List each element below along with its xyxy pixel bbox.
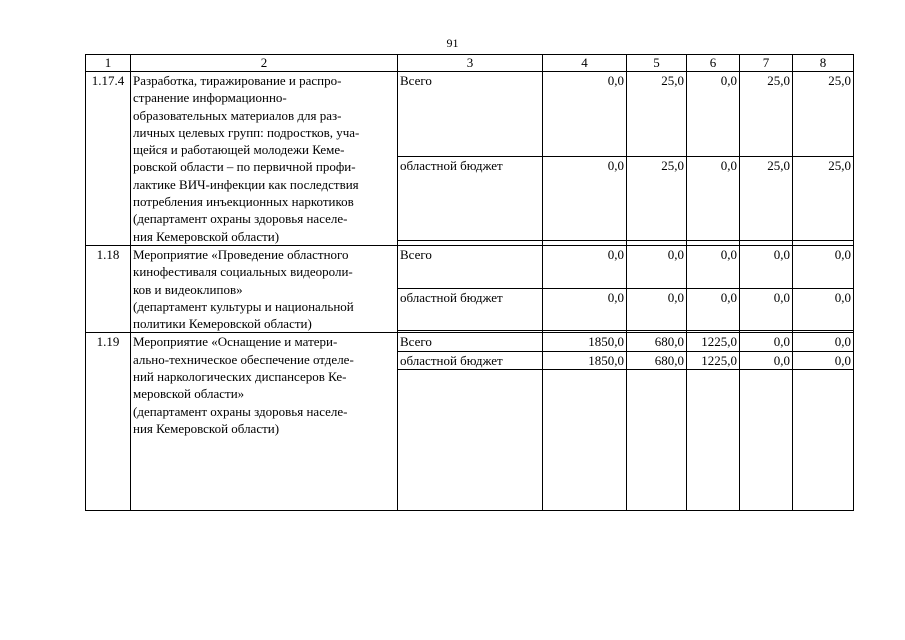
description-line: ния Кемеровской области) bbox=[133, 420, 280, 436]
description-line: Мероприятие «Проведение областного bbox=[133, 246, 349, 262]
description-line: (департамент охраны здоровья населе- bbox=[133, 211, 348, 227]
measure-description bbox=[131, 72, 398, 246]
table-row bbox=[86, 333, 854, 351]
amount-cell: 25,0 bbox=[740, 156, 793, 241]
amount-cell: 1225,0 bbox=[687, 333, 740, 351]
empty-cell bbox=[398, 370, 543, 511]
amount-cell: 0,0 bbox=[687, 72, 740, 157]
amount-cell: 0,0 bbox=[543, 245, 627, 288]
measure-number: 1.18 bbox=[86, 245, 131, 332]
header-cell: 6 bbox=[687, 55, 740, 72]
funding-source: областной бюджет bbox=[398, 351, 543, 369]
funding-source: областной бюджет bbox=[398, 156, 543, 241]
amount-cell: 0,0 bbox=[740, 333, 793, 351]
description-line: ально-техническое обеспечение отделе- bbox=[133, 351, 354, 367]
amount-cell: 1850,0 bbox=[543, 351, 627, 369]
amount-cell: 680,0 bbox=[627, 333, 687, 351]
amount-cell: 25,0 bbox=[793, 156, 854, 241]
amount-cell: 25,0 bbox=[793, 72, 854, 157]
amount-cell: 0,0 bbox=[793, 351, 854, 369]
measure-description bbox=[131, 245, 398, 332]
amount-cell: 0,0 bbox=[687, 288, 740, 331]
description-line: странение информационно- bbox=[133, 90, 287, 106]
description-line: потребления инъекционных наркотиков bbox=[133, 194, 354, 210]
description-line: щейся и работающей молодежи Кеме- bbox=[133, 142, 345, 158]
amount-cell: 0,0 bbox=[543, 72, 627, 157]
header-cell: 3 bbox=[398, 55, 543, 72]
table-row bbox=[86, 72, 854, 157]
amount-cell: 25,0 bbox=[740, 72, 793, 157]
table-row bbox=[86, 245, 854, 288]
measure-description bbox=[131, 333, 398, 511]
empty-cell bbox=[543, 370, 627, 511]
description-line: ровской области – по первичной профи- bbox=[133, 159, 356, 175]
amount-cell: 1850,0 bbox=[543, 333, 627, 351]
funding-source: Всего bbox=[398, 72, 543, 157]
amount-cell: 25,0 bbox=[627, 72, 687, 157]
funding-source: Всего bbox=[398, 333, 543, 351]
description-line: (департамент охраны здоровья населе- bbox=[133, 403, 348, 419]
description-line: ний наркологических диспансеров Ке- bbox=[133, 369, 347, 385]
header-cell: 2 bbox=[131, 55, 398, 72]
header-cell: 8 bbox=[793, 55, 854, 72]
amount-cell: 680,0 bbox=[627, 351, 687, 369]
funding-source: областной бюджет bbox=[398, 288, 543, 331]
amount-cell: 0,0 bbox=[627, 288, 687, 331]
description-line: (департамент культуры и национальной bbox=[133, 298, 354, 314]
header-cell: 4 bbox=[543, 55, 627, 72]
amount-cell: 1225,0 bbox=[687, 351, 740, 369]
description-line: Мероприятие «Оснащение и матери- bbox=[133, 334, 338, 350]
empty-cell bbox=[687, 370, 740, 511]
amount-cell: 0,0 bbox=[793, 245, 854, 288]
description-line: личных целевых групп: подростков, уча- bbox=[133, 124, 360, 140]
empty-cell bbox=[740, 370, 793, 511]
header-cell: 7 bbox=[740, 55, 793, 72]
amount-cell: 25,0 bbox=[627, 156, 687, 241]
empty-cell bbox=[793, 370, 854, 511]
description-line: Разработка, тиражирование и распро- bbox=[133, 73, 342, 88]
measure-number: 1.17.4 bbox=[86, 72, 131, 246]
amount-cell: 0,0 bbox=[740, 351, 793, 369]
description-line: кинофестиваля социальных видеороли- bbox=[133, 264, 353, 280]
amount-cell: 0,0 bbox=[543, 156, 627, 241]
amount-cell: 0,0 bbox=[687, 156, 740, 241]
page-number: 91 bbox=[446, 36, 459, 50]
header-cell: 5 bbox=[627, 55, 687, 72]
description-line: политики Кемеровской области) bbox=[133, 316, 312, 332]
description-line: лактике ВИЧ-инфекции как последствия bbox=[133, 176, 359, 192]
header-row bbox=[86, 55, 854, 72]
empty-cell bbox=[627, 370, 687, 511]
description-line: меровской области» bbox=[133, 386, 245, 402]
description-line: образовательных материалов для раз- bbox=[133, 107, 342, 123]
amount-cell: 0,0 bbox=[793, 288, 854, 331]
measure-number: 1.19 bbox=[86, 333, 131, 511]
header-cell: 1 bbox=[86, 55, 131, 72]
amount-cell: 0,0 bbox=[740, 288, 793, 331]
description-line: ков и видеоклипов» bbox=[133, 281, 243, 297]
amount-cell: 0,0 bbox=[627, 245, 687, 288]
amount-cell: 0,0 bbox=[543, 288, 627, 331]
amount-cell: 0,0 bbox=[740, 245, 793, 288]
amount-cell: 0,0 bbox=[687, 245, 740, 288]
amount-cell: 0,0 bbox=[793, 333, 854, 351]
description-line: ния Кемеровской области) bbox=[133, 228, 280, 244]
funding-source: Всего bbox=[398, 245, 543, 288]
program-table bbox=[85, 54, 854, 511]
